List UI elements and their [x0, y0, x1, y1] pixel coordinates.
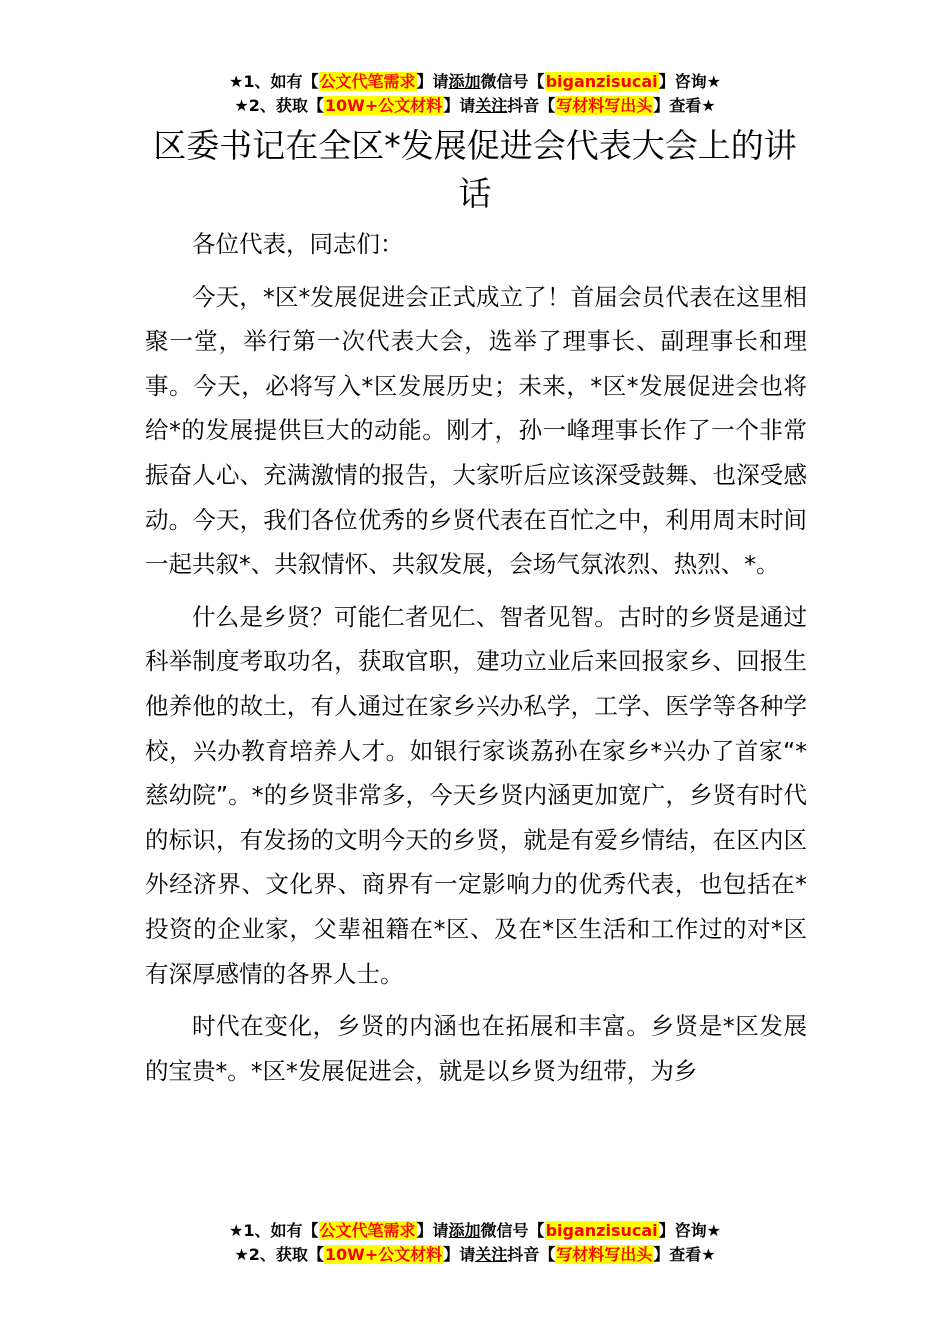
document-body [145, 222, 807, 1093]
banner-highlight: 公文代笔需求 [319, 1221, 416, 1240]
banner-text: ★1、如有【 [229, 72, 319, 91]
banner-text: 】请 [443, 1245, 476, 1264]
banner-line-2 [0, 94, 950, 118]
banner-text: 抖音【 [507, 96, 556, 115]
bottom-banner [0, 1219, 950, 1267]
banner-text: ★2、获取【 [234, 96, 324, 115]
banner-text: 】查看★ [653, 96, 716, 115]
banner-text: 】查看★ [653, 1245, 716, 1264]
paragraph-3: 时代在变化，乡贤的内涵也在拓展和丰富。乡贤是*区发展的宝贵*。*区*发展促进会，就是以乡贤为纽带，为乡 [145, 1012, 807, 1085]
banner-text: 】咨询★ [658, 72, 721, 91]
banner-text: 抖音【 [507, 1245, 556, 1264]
banner-underline: 添加 [448, 1221, 481, 1240]
banner-highlight: 写材料写出头 [556, 96, 653, 115]
banner-underline: 关注 [475, 1245, 508, 1264]
banner-highlight: biganzisucai [545, 72, 658, 91]
banner-line-1 [0, 70, 950, 94]
banner-highlight: 写材料写出头 [556, 1245, 653, 1264]
banner-text: 】请 [443, 96, 476, 115]
banner-line-2 [0, 1243, 950, 1267]
banner-underline: 关注 [475, 96, 508, 115]
banner-text: 微信号【 [480, 72, 545, 91]
banner-highlight: 公文代笔需求 [319, 72, 416, 91]
banner-underline: 添加 [448, 72, 481, 91]
banner-highlight: biganzisucai [545, 1221, 658, 1240]
banner-text: 】咨询★ [658, 1221, 721, 1240]
greeting: 各位代表，同志们： [192, 230, 404, 258]
page-title: 区委书记在全区*发展促进会代表大会上的讲话 [153, 126, 797, 213]
banner-text: ★1、如有【 [229, 1221, 319, 1240]
banner-text: 】请 [416, 1221, 449, 1240]
banner-highlight: 10W+公文材料 [324, 96, 443, 115]
paragraph-1: 今天，*区*发展促进会正式成立了！首届会员代表在这里相聚一堂，举行第一次代表大会，选举了理事长、副理事长和理事。今天，必将写入*区发展历史；未来，*区*发展促进会也将给*的发展提供巨大的动能。刚才，孙一峰理事长作了一个非常振奋人心、充满激情的报告，大家听后应该深受鼓舞、也深受感动。今天，我们各位优秀的乡贤代表在百忙之中，利用周末时间一起共叙*、共叙情怀、共叙发展，会场气氛浓烈、热烈、*。 [145, 282, 807, 579]
banner-line-1 [0, 1219, 950, 1243]
banner-text: ★2、获取【 [234, 1245, 324, 1264]
banner-text: 微信号【 [480, 1221, 545, 1240]
paragraph-2: 什么是乡贤？可能仁者见仁、智者见智。古时的乡贤是通过科举制度考取功名，获取官职，建功立业后来回报家乡、回报生他养他的故土，有人通过在家乡兴办私学，工学、医学等各种学校，兴办教育培养人才。如银行家谈荔孙在家乡*兴办了首家“*慈幼院”。*的乡贤非常多，今天乡贤内涵更加宽广，乡贤有时代的标识，有发扬的文明今天的乡贤，就是有爱乡情结，在区内区外经济界、文化界、商界有一定影响力的优秀代表，也包括在*投资的企业家，父辈祖籍在*区、及在*区生活和工作过的对*区有深厚感情的各界人士。 [145, 602, 807, 988]
banner-text: 】请 [416, 72, 449, 91]
banner-highlight: 10W+公文材料 [324, 1245, 443, 1264]
top-banner [0, 70, 950, 118]
